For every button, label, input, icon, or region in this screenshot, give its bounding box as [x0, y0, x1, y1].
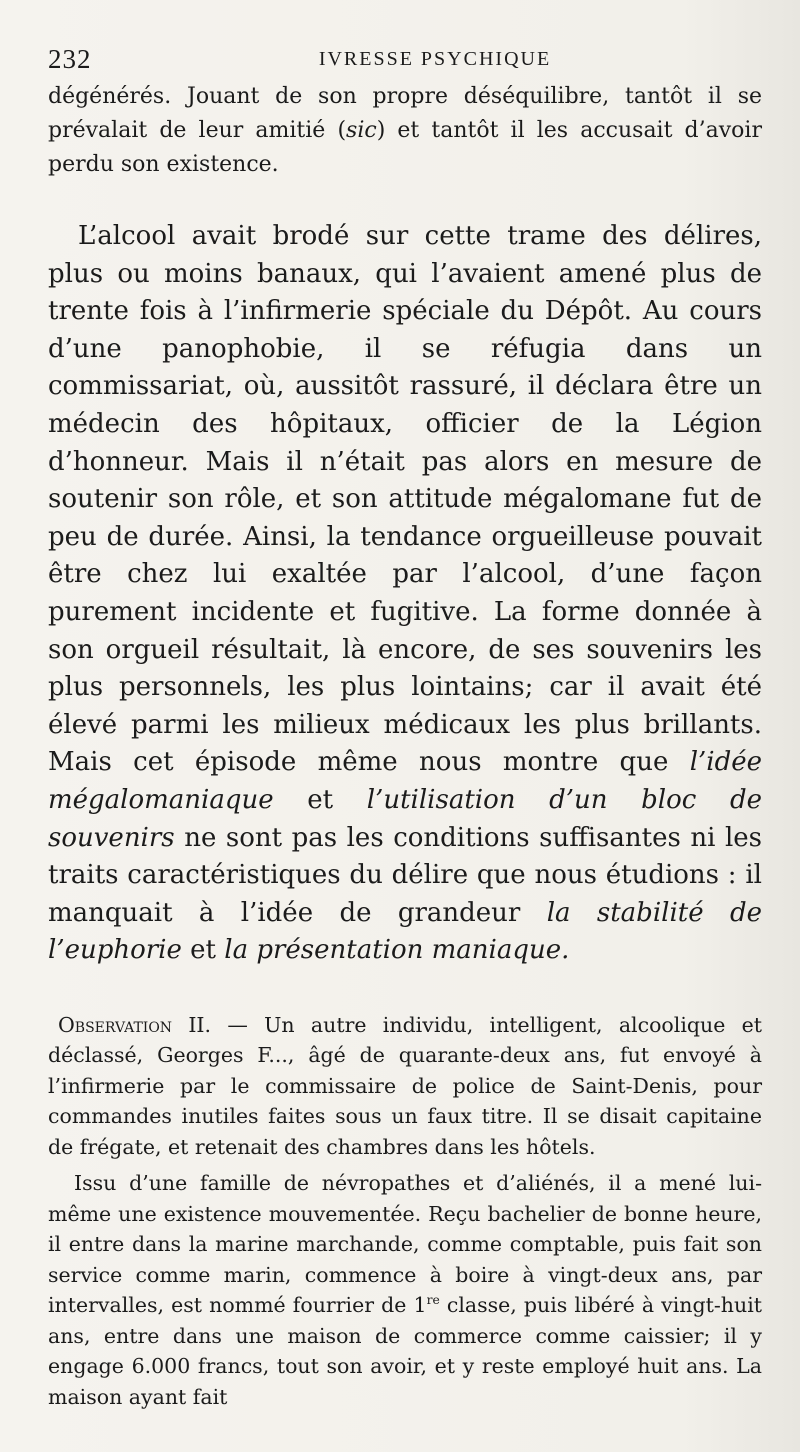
paragraph-alcohol-delirium: L’alcool avait brodé sur cette trame des délires, plus ou moins banaux, qui l’avaient amené plus de trente fois à l’infirmerie spéciale du Dépôt. Au cours d’une panophobie, il se réfugia dans un commissariat, où, aussitôt rassuré, il déclara être un médecin des hôpitaux, officier de la Légion d’honneur. Mais il n’était pas alors en mesure de soutenir son rôle, et son attitude mégalomane fut de peu de durée. Ainsi, la tendance orgueilleuse pouvait être chez lui exaltée par l’alcool, d’une façon purement incidente et fugitive. La forme donnée à son orgueil résultait, là encore, de ses souvenirs les plus personnels, les plus lointains; car il avait été élevé parmi les milieux médicaux les plus brillants. Mais cet épisode même nous montre que l’idée mégalomaniaque et l’utilisation d’un bloc de souvenirs ne sont pas les conditions suffisantes ni les traits caractéristiques du délire que nous étudions : il manquait à l’idée de grandeur la stabilité de l’euphorie et la présentation maniaque.	[48, 221, 762, 966]
observation-label: Observation II.	[58, 1012, 212, 1037]
running-title: IVRESSE PSYCHIQUE	[318, 48, 552, 70]
observation-paragraph: Observation II. — Un autre individu, intelligent, alcoolique et déclassé, Georges F..., âgé de quarante-deux ans, fut envoyé à l’infirmerie par le commissaire de police de Saint-Denis, pour commandes inutiles faites sous un faux titre. Il se disait capitaine de frégate, et retenait des chambres dans les hôtels.	[48, 1012, 762, 1159]
biography-paragraph: Issu d’une famille de névropathes et d’aliénés, il a mené lui-même une existence mouvementée. Reçu bachelier de bonne heure, il entre dans la marine marchande, comme comptable, puis fait son service comme marin, commence à boire à vingt-deux ans, par intervalles, est nommé fourrier de 1re classe, puis libéré à vingt-huit ans, entre dans une maison de commerce comme caissier; il y engage 6.000 francs, tout son avoir, et y reste employé huit ans. La maison ayant fait	[48, 1171, 762, 1409]
page-header	[48, 30, 762, 80]
paragraph-continuation: dégénérés. Jouant de son propre déséquilibre, tantôt il se prévalait de leur amitié (sic) et tantôt il les accusait d’avoir perdu son existence.	[48, 84, 762, 177]
page-number: 232	[48, 44, 92, 74]
